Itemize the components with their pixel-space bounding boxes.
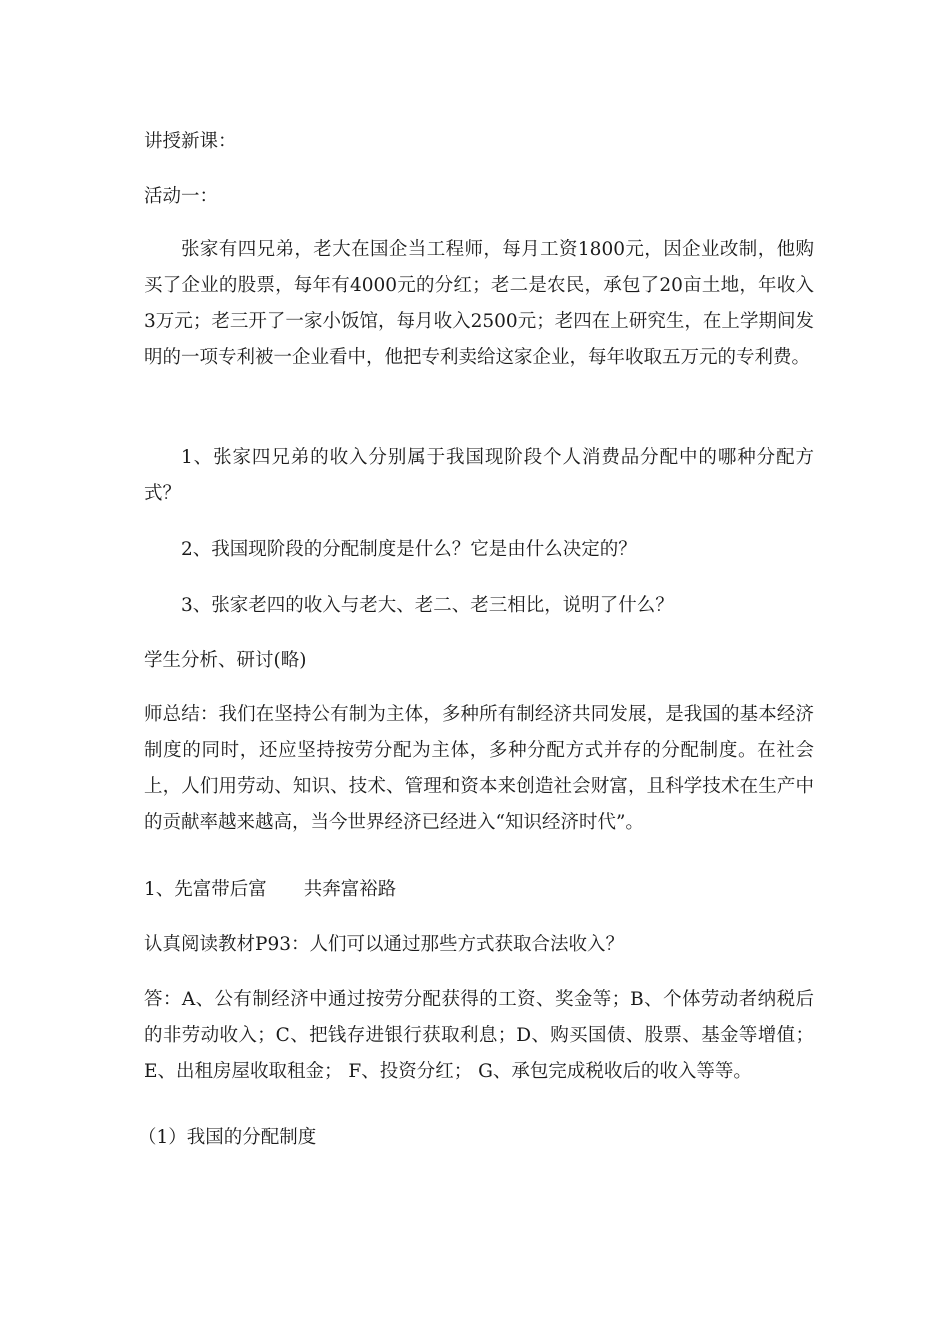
heading-lecture: 讲授新课： (144, 131, 237, 152)
reading-task: 认真阅读教材P93：人们可以通过那些方式获取合法收入？ (144, 934, 624, 955)
section-title: 1、先富带后富 共奔富裕路 (144, 879, 397, 900)
teacher-summary: 师总结：我们在坚持公有制为主体，多种所有制经济共同发展，是我国的基本经济制度的同时，还应坚持按劳分配为主体，多种分配方式并存的分配制度。在社会上，人们用劳动、知识、技术、管理和资本来创造社会财富，且科学技术在生产中的贡献率越来越高，当今世界经济已经进入“知识经济时代”。 (144, 704, 814, 833)
question-1: 1、张家四兄弟的收入分别属于我国现阶段个人消费品分配中的哪种分配方式？ (144, 447, 814, 504)
subsection-title: （1）我国的分配制度 (138, 1127, 317, 1148)
story-paragraph: 张家有四兄弟，老大在国企当工程师，每月工资1800元，因企业改制，他购买了企业的股票，每年有4000元的分红；老二是农民，承包了20亩土地，年收入3万元；老三开了一家小饭馆，每月收入2500元；老四在上研究生，在上学期间发明的一项专利被一企业看中，他把专利卖给这家企业，每年收取五万元的专利费。 (144, 239, 814, 368)
answer-paragraph: 答：A、公有制经济中通过按劳分配获得的工资、奖金等；B、个体劳动者纳税后的非劳动收入；C、把钱存进银行获取利息；D、购买国债、股票、基金等增值；E、出租房屋收取租金； F、投资分红； G、承包完成税收后的收入等等。 (144, 989, 814, 1082)
question-2: 2、我国现阶段的分配制度是什么？它是由什么决定的？ (181, 539, 637, 560)
question-3: 3、张家老四的收入与老大、老二、老三相比，说明了什么？ (181, 595, 674, 616)
heading-activity: 活动一： (144, 186, 219, 207)
student-analysis: 学生分析、研讨(略) (144, 650, 307, 671)
